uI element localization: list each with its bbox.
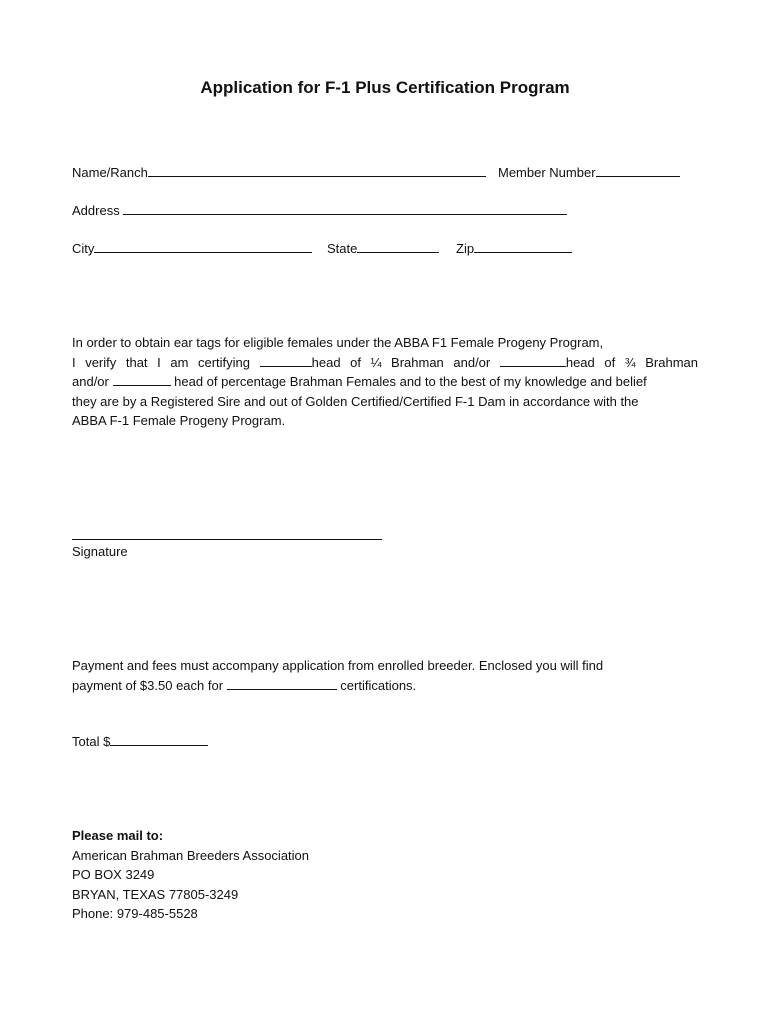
verification-line: In order to obtain ear tags for eligible females under the ABBA F1 Female Progeny Program, (72, 335, 604, 350)
total-field[interactable] (110, 733, 208, 746)
quarter-brahman-head-field[interactable] (260, 354, 312, 367)
payment-line: payment of $3.50 each for certifications. (72, 677, 417, 693)
name-ranch-label: Name/Ranch (72, 165, 148, 180)
certifications-count-field[interactable] (227, 677, 337, 690)
verification-line: ABBA F-1 Female Progeny Program. (72, 413, 286, 428)
zip-row (456, 240, 572, 257)
city-field[interactable] (94, 240, 312, 253)
state-row (327, 240, 439, 257)
total-label: Total $ (72, 734, 111, 749)
address-label: Address (72, 203, 120, 218)
member-number-label: Member Number (498, 165, 596, 180)
address-field[interactable] (123, 202, 567, 215)
page-title: Application for F-1 Plus Certification Program (200, 78, 570, 97)
name-ranch-row (72, 164, 486, 181)
mail-phone: Phone: 979-485-5528 (72, 906, 198, 921)
city-row (72, 240, 312, 257)
member-number-row (498, 164, 680, 181)
zip-field[interactable] (474, 240, 572, 253)
mail-heading: Please mail to: (72, 828, 164, 843)
mail-city-state: BRYAN, TEXAS 77805-3249 (72, 886, 239, 902)
verification-line: I verify that I am certifying head of ¼ Brahman and/or head of ¾ Brahman (72, 354, 698, 370)
payment-paragraph (72, 656, 698, 695)
payment-line: Payment and fees must accompany application from enrolled breeder. Enclosed you will find (72, 658, 604, 673)
member-number-field[interactable] (596, 164, 680, 177)
verification-line: and/or head of percentage Brahman Females and to the best of my knowledge and belief (72, 374, 647, 389)
mail-org: American Brahman Breeders Association (72, 847, 310, 863)
signature-label: Signature (72, 544, 128, 559)
total-row (72, 733, 208, 750)
state-field[interactable] (357, 240, 439, 253)
address-row (72, 202, 567, 219)
verification-paragraph (72, 333, 698, 431)
mailing-address (72, 826, 698, 924)
mail-po-box: PO BOX 3249 (72, 867, 155, 882)
name-ranch-field[interactable] (148, 164, 486, 177)
signature-field[interactable] (72, 539, 382, 540)
state-label: State (327, 241, 358, 256)
percentage-brahman-head-field[interactable] (113, 373, 171, 386)
zip-label: Zip (456, 241, 475, 256)
three-quarter-brahman-head-field[interactable] (500, 354, 566, 367)
verification-line: they are by a Registered Sire and out of Golden Certified/Certified F-1 Dam in accordance with the (72, 393, 639, 409)
city-label: City (72, 241, 95, 256)
